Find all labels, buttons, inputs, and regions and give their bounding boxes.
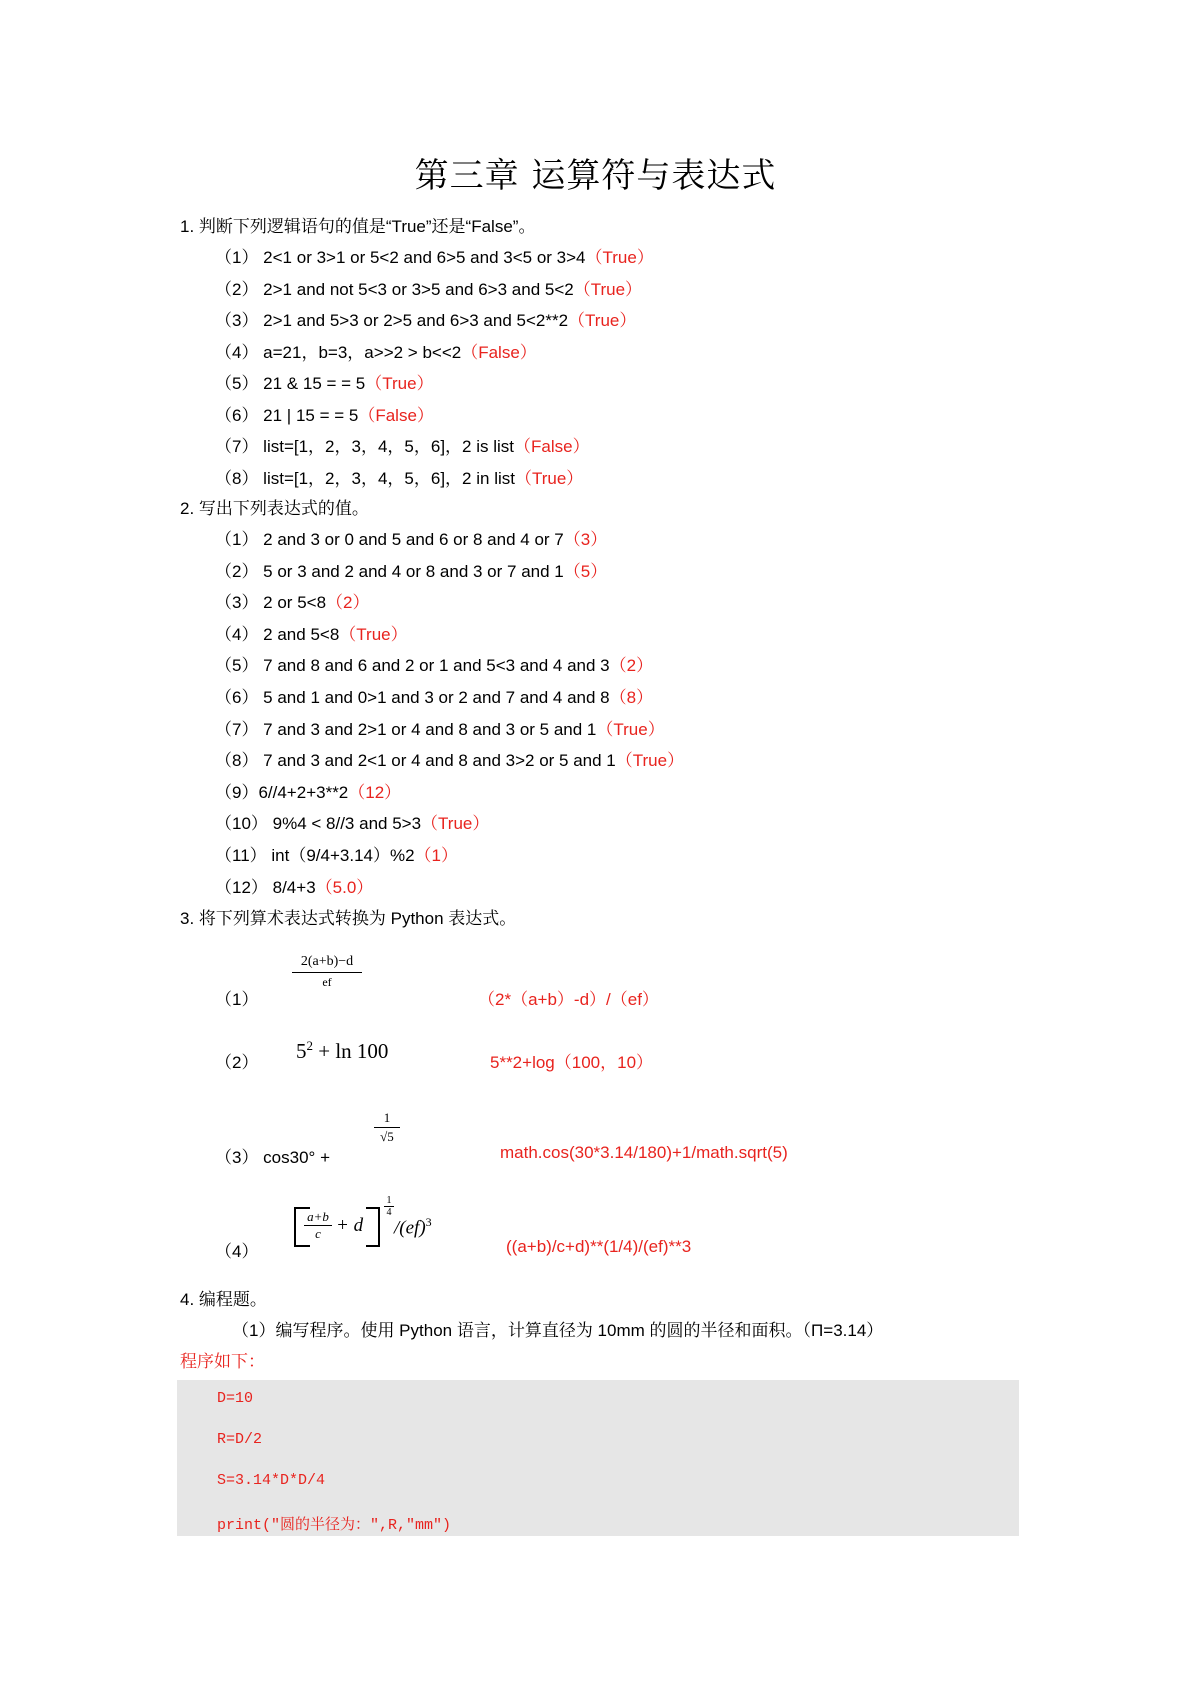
s3-item-1-formula: [292, 954, 362, 990]
s3-item-4-fraction: [304, 1209, 332, 1242]
list-item: [215, 557, 607, 582]
section-4-heading: 4. 编程题。: [180, 1290, 267, 1309]
list-item-answer: （False）: [358, 405, 434, 425]
s3-item-2-sup: 2: [306, 1038, 313, 1053]
list-item-answer: （5）: [563, 561, 608, 581]
code-line-3: S=3.14*D*D/4: [217, 1472, 326, 1489]
s3-item-1-denominator: ef: [322, 975, 332, 989]
list-item-answer: （True）: [615, 751, 685, 771]
list-item: [215, 651, 653, 676]
s3-item-4-plus-d: + d: [336, 1215, 364, 1236]
s3-item-2-rest: + ln 100: [313, 1039, 389, 1063]
s3-item-4-tail-text: /(ef): [394, 1217, 426, 1239]
s3-item-3-label: （3） cos30° +: [215, 1148, 330, 1167]
list-item-expression: （3） 2 or 5<8: [215, 593, 327, 613]
list-item-expression: （5） 7 and 8 and 6 and 2 or 1 and 5<3 and 4 and 3: [215, 656, 610, 676]
s3-item-3-denominator: √5: [380, 1129, 394, 1144]
list-item-answer: （3）: [563, 530, 608, 549]
list-item: [215, 873, 373, 898]
s3-item-4-numerator: a+b: [304, 1209, 332, 1226]
list-item-expression: （6） 21 | 15 = = 5: [215, 405, 359, 425]
list-item-expression: （8） 7 and 3 and 2<1 or 4 and 8 and 3>2 or 5 and 1: [215, 751, 616, 771]
s3-item-4-tail: [394, 1215, 432, 1239]
list-item-answer: （True）: [365, 374, 434, 393]
list-item-answer: （True）: [421, 814, 490, 834]
list-item-answer: （True）: [573, 279, 643, 299]
list-item-answer: （12）: [348, 782, 402, 802]
list-item-expression: （5） 21 & 15 = = 5: [215, 374, 366, 393]
code-block: [177, 1380, 1019, 1536]
list-item: [215, 809, 489, 834]
section-3-heading: 3. 将下列算术表达式转换为 Python 表达式。: [180, 909, 517, 928]
list-item: [215, 464, 583, 489]
list-item-expression: （12） 8/4+3: [215, 877, 316, 897]
code-line-1: D=10: [217, 1390, 254, 1407]
s3-item-4-label: （4）: [215, 1242, 259, 1261]
code-line-2: R=D/2: [217, 1431, 263, 1448]
s3-item-2-formula: [296, 1038, 388, 1064]
list-item-answer: （5.0）: [315, 877, 374, 897]
page-title: 第三章 运算符与表达式: [414, 156, 777, 196]
s3-item-2-answer: 5**2+log（100，10）: [490, 1053, 654, 1072]
s3-item-1-answer: （2*（a+b）-d）/（ef）: [478, 990, 659, 1009]
s3-item-4-exp-num: 1: [384, 1195, 394, 1207]
list-item: [215, 306, 636, 331]
list-item-expression: （2） 5 or 3 and 2 and 4 or 8 and 3 or 7 and 1: [215, 561, 564, 581]
s3-item-4-formula: [294, 1195, 444, 1255]
s3-item-3-numerator: 1: [374, 1110, 400, 1128]
section-1-heading: 1. 判断下列逻辑语句的值是“True”还是“False”。: [180, 217, 536, 236]
list-item: [215, 401, 434, 426]
s4-question: （1）编写程序。使用 Python 语言，计算直径为 10mm 的圆的半径和面积。（Π=3.14）: [232, 1321, 884, 1340]
list-item-expression: （7） list=[1，2，3，4，5，6]，2 is list: [215, 437, 515, 456]
s3-item-3-answer: math.cos(30*3.14/180)+1/math.sqrt(5): [500, 1143, 788, 1162]
list-item-expression: （3） 2>1 and 5>3 or 2>5 and 6>3 and 5<2**2: [215, 311, 569, 330]
list-item: [215, 683, 653, 708]
s3-item-3-formula: [374, 1110, 400, 1145]
list-item-answer: （1）: [414, 846, 459, 865]
list-item: [215, 369, 434, 394]
list-item: [215, 338, 537, 363]
s3-item-4-tail-sup: 3: [425, 1215, 432, 1229]
list-item-expression: （6） 5 and 1 and 0>1 and 3 or 2 and 7 and 4 and 8: [215, 688, 610, 707]
list-item: [215, 525, 607, 550]
s3-item-1-label: （1）: [215, 990, 259, 1009]
s3-item-1-numerator: 2(a+b)−d: [292, 954, 362, 973]
list-item-answer: （2）: [609, 656, 654, 676]
code-line-4: print("圆的半径为：",R,"mm"): [217, 1517, 452, 1534]
section-2-heading: 2. 写出下列表达式的值。: [180, 499, 369, 518]
list-item-expression: （10） 9%4 < 8//3 and 5>3: [215, 814, 422, 834]
s3-item-4-answer: ((a+b)/c+d)**(1/4)/(ef)**3: [506, 1237, 692, 1256]
list-item: [215, 588, 370, 613]
list-item: [215, 620, 408, 645]
s3-item-4-right-bracket: [366, 1207, 380, 1247]
s3-item-2-base: 5: [296, 1039, 307, 1063]
list-item: [215, 841, 458, 866]
list-item-answer: （True）: [568, 311, 637, 330]
list-item-expression: （2） 2>1 and not 5<3 or 3>5 and 6>3 and 5<2: [215, 279, 574, 299]
list-item: [215, 746, 684, 771]
s3-item-4-exponent: [384, 1195, 394, 1218]
list-item-answer: （8）: [609, 688, 654, 707]
list-item: [215, 715, 665, 740]
s3-item-4-exp-den: 4: [386, 1207, 392, 1218]
list-item-expression: （8） list=[1，2，3，4，5，6]，2 in list: [215, 468, 515, 488]
list-item-answer: （False）: [461, 342, 537, 362]
list-item: [215, 432, 590, 457]
list-item: [215, 778, 401, 803]
list-item: [215, 275, 642, 300]
s3-item-4-denominator: c: [315, 1226, 321, 1241]
list-item-answer: （2）: [326, 593, 370, 613]
list-item-expression: （11） int（9/4+3.14）%2: [215, 846, 415, 865]
list-item-expression: （7） 7 and 3 and 2>1 or 4 and 8 and 3 or 5 and 1: [215, 719, 597, 739]
list-item-answer: （True）: [596, 719, 665, 739]
s3-item-2-label: （2）: [215, 1053, 259, 1072]
list-item-answer: （True）: [514, 468, 584, 488]
s4-answer-intro: 程序如下：: [180, 1352, 265, 1371]
list-item-expression: （1） 2 and 3 or 0 and 5 and 6 or 8 and 4 or 7: [215, 530, 564, 549]
list-item-answer: （False）: [514, 437, 590, 456]
list-item-answer: （True）: [339, 624, 408, 644]
list-item-expression: （1） 2<1 or 3>1 or 5<2 and 6>5 and 3<5 or 3>4: [215, 248, 586, 267]
list-item: [215, 243, 654, 268]
list-item-expression: （4） a=21，b=3，a>>2 > b<<2: [215, 342, 462, 362]
list-item-answer: （True）: [585, 248, 654, 267]
list-item-expression: （9）6//4+2+3**2: [215, 782, 349, 802]
list-item-expression: （4） 2 and 5<8: [215, 624, 340, 644]
